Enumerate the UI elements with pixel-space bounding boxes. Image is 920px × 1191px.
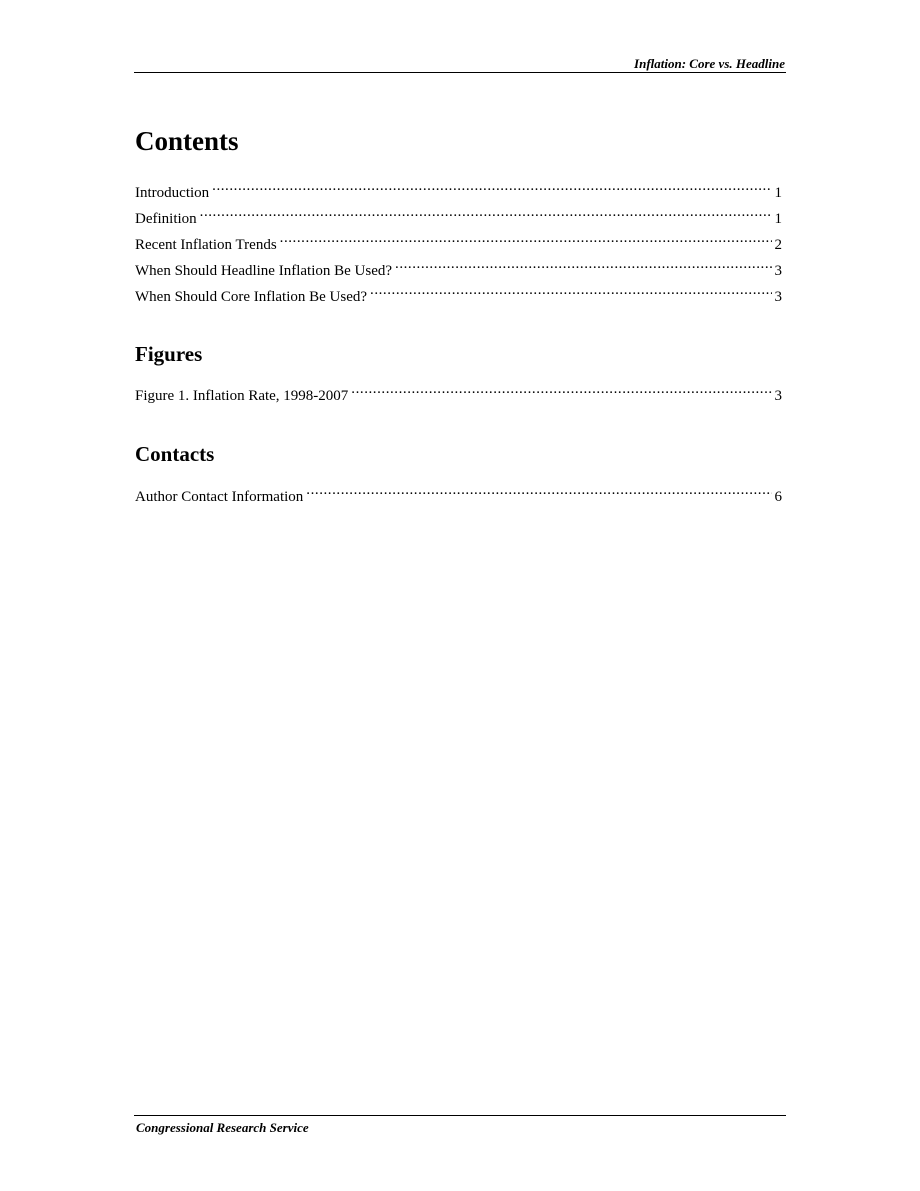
toc-entry-page: 1 xyxy=(774,185,782,201)
toc-entry-introduction[interactable] xyxy=(135,175,782,201)
contacts-list xyxy=(135,479,782,505)
running-title: Inflation: Core vs. Headline xyxy=(634,56,785,71)
figures-heading: Figures xyxy=(135,342,203,366)
toc-entry-recent-inflation-trends[interactable] xyxy=(135,227,782,253)
dot-leader xyxy=(280,227,772,249)
dot-leader xyxy=(395,253,771,275)
dot-leader xyxy=(212,175,771,197)
toc-entry-page: 1 xyxy=(774,211,782,227)
toc-entry-author-contact[interactable] xyxy=(135,479,782,505)
toc-entry-page: 3 xyxy=(774,289,782,305)
figures-list xyxy=(135,378,782,404)
toc-entry-title: When Should Core Inflation Be Used? xyxy=(135,289,368,305)
toc-entry-page: 6 xyxy=(774,489,782,505)
dot-leader xyxy=(306,479,771,501)
toc-entry-title: When Should Headline Inflation Be Used? xyxy=(135,263,393,279)
toc-entry-page: 3 xyxy=(774,388,782,404)
toc-entry-title: Introduction xyxy=(135,185,210,201)
contacts-heading: Contacts xyxy=(135,442,215,466)
toc-entry-title: Definition xyxy=(135,211,197,227)
toc-entry-page: 2 xyxy=(774,237,782,253)
toc-entry-figure-1[interactable] xyxy=(135,378,782,404)
toc-entry-title: Author Contact Information xyxy=(135,489,304,505)
toc-entry-title: Recent Inflation Trends xyxy=(135,237,277,253)
toc-entry-title: Figure 1. Inflation Rate, 1998-2007 xyxy=(135,388,349,404)
toc-entry-page: 3 xyxy=(774,263,782,279)
publisher-name: Congressional Research Service xyxy=(136,1120,309,1135)
contents-heading: Contents xyxy=(135,126,239,156)
page-footer xyxy=(134,1115,786,1135)
dot-leader xyxy=(351,378,771,400)
toc-entry-headline-inflation[interactable] xyxy=(135,253,782,279)
dot-leader xyxy=(370,279,771,301)
page-header xyxy=(134,54,786,73)
dot-leader xyxy=(200,201,772,223)
toc-entry-definition[interactable] xyxy=(135,201,782,227)
toc-entry-core-inflation[interactable] xyxy=(135,279,782,305)
contents-list xyxy=(135,175,782,305)
